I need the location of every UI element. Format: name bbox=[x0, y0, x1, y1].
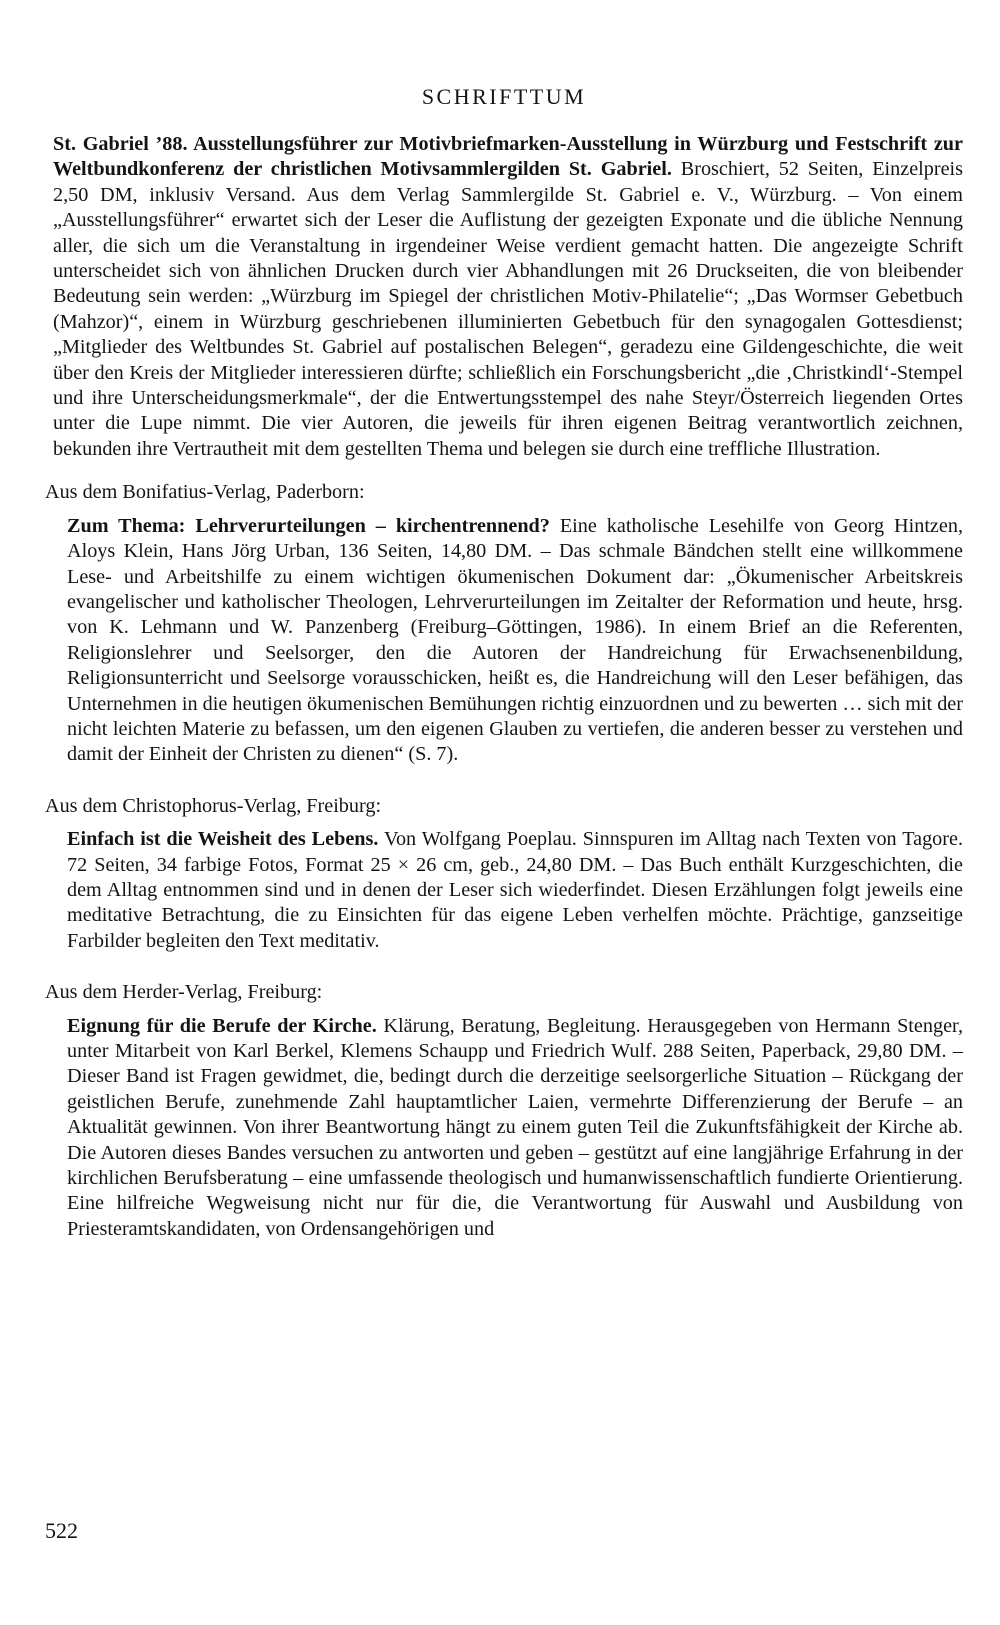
review-title: St. Gabriel ’88. Ausstellungsführer zur Motivbriefmarken-Ausstellung in Würzburg und Festschrift zur Weltbundkonferenz der christlichen Motivsammlergilden St. Gabriel. bbox=[53, 133, 963, 181]
review-title: Zum Thema: Lehrverurteilungen – kirchentrennend? bbox=[67, 514, 550, 537]
review-entry-eignung bbox=[45, 1014, 963, 1243]
review-body: Eine katholische Lesehilfe von Georg Hintzen, Aloys Klein, Hans Jörg Urban, 136 Seiten, 14,80 DM. – Das schmale Bändchen stellt eine willkommene Lese- und Arbeitshilfe zu einem wichtigen ökumenischen Dokument dar: „Ökumenischer Arbeitskreis evangelischer und katholischer Theologen, Lehrverurteilungen im Zeitalter der Reformation und heute, hrsg. von K. Lehmann und W. Panzenberg (Freiburg–Göttingen, 1986). In einem Brief an die Referenten, Religionslehrer und Seelsorger, den die Autoren der Handreichung für Erwachsenenbildung, Religionsunterricht und Seelsorge vorausschicken, heißt es, die Handreichung will den Leser befähigen, das Unternehmen in die heutigen ökumenischen Bemühungen richtig einzuordnen und zu bewerten … sich mit der nicht leichten Materie zu befassen, um den eigenen Glauben zu vertiefen, die anderen besser zu verstehen und damit der Einheit der Christen zu dienen“ (S. 7). bbox=[67, 514, 963, 766]
document-page bbox=[45, 84, 963, 1268]
review-body: Klärung, Beratung, Begleitung. Herausgegeben von Hermann Stenger, unter Mitarbeit von Karl Berkel, Klemens Schaupp und Friedrich Wulf. 288 Seiten, Paperback, 29,80 DM. – Dieser Band ist Fragen gewidmet, die, bedingt durch die derzeitige seelsorgerliche Situation – Rückgang der geistlichen Berufe, zunehmende Zahl hauptamtlicher Laien, vermehrte Differenzierung der Berufe – an Aktualität gewinnen. Von ihrer Beantwortung hängt zu einem guten Teil die Zukunftsfähigkeit der Kirche ab. Die Autoren dieses Bandes versuchen zu antworten und geben – gestützt auf eine langjährige Erfahrung in der kirchlichen Berufsberatung – eine umfassende theologisch und humanwissenschaftlich fundierte Orientierung. Eine hilfreiche Wegweisung nicht nur für die, die Verantwortung für Auswahl und Ausbildung von Priesteramtskandidaten, von Ordensangehörigen und bbox=[67, 1014, 963, 1240]
review-entry-lehrverurteilungen bbox=[45, 514, 963, 768]
publisher-heading-christophorus: Aus dem Christophorus-Verlag, Freiburg: bbox=[45, 794, 382, 817]
review-body: Broschiert, 52 Seiten, Einzelpreis 2,50 DM, inklusiv Versand. Aus dem Verlag Sammlergilde St. Gabriel e. V., Würzburg. – Von einem „Ausstellungsführer“ erwartet sich der Leser die Auflistung der gezeigten Exponate und die übliche Nennung aller, die sich um die Veranstaltung in irgendeiner Weise verdient gemacht hatten. Die angezeigte Schrift unterscheidet sich von ähnlichen Drucken durch vier Abhandlungen mit 26 Druckseiten, die von bleibender Bedeutung sein werden: „Würzburg im Spiegel der christlichen Motiv-Philatelie“; „Das Wormser Gebetbuch (Mahzor)“, einem in Würzburg geschriebenen illuminierten Gebetbuch für den synagogalen Gottesdienst; „Mitglieder des Weltbundes St. Gabriel auf postalischen Belegen“, geradezu eine Gildengeschichte, die weit über den Kreis der Mitglieder interessieren dürfte; schließlich ein Forschungsbericht „die ‚Christkindl‘-Stempel und ihre Unterscheidungsmerkmale“, der die Entwertungsstempel des nahe Steyr/Österreich liegenden Ortes unter die Lupe nimmt. Die vier Autoren, die jeweils für ihren eigenen Beitrag verantwortlich zeichnen, bekunden ihre Vertrautheit mit dem gestellten Thema und belegen sie durch eine treffliche Illustration. bbox=[53, 158, 964, 460]
publisher-heading-herder: Aus dem Herder-Verlag, Freiburg: bbox=[45, 981, 323, 1004]
review-body: Von Wolfgang Poeplau. Sinnspuren im Alltag nach Texten von Tagore. 72 Seiten, 34 farbige Fotos, Format 25 × 26 cm, geb., 24,80 DM. – Das Buch enthält Kurzgeschichten, die dem Alltag entnommen sind und in denen der Leser sich wiederfindet. Diesen Erzählungen folgt jeweils eine meditative Betrachtung, die zu Einsichten für das eigene Leben verhelfen möchte. Prächtige, ganzseitige Farbilder begleiten den Text meditativ. bbox=[67, 828, 964, 952]
publisher-heading-bonifatius: Aus dem Bonifatius-Verlag, Paderborn: bbox=[45, 481, 365, 504]
review-entry-st-gabriel bbox=[45, 132, 963, 462]
section-heading: SCHRIFTTUM bbox=[421, 84, 587, 109]
review-title: Einfach ist die Weisheit des Lebens. bbox=[67, 828, 379, 851]
page-number: 522 bbox=[45, 1518, 78, 1543]
review-title: Eignung für die Berufe der Kirche. bbox=[67, 1014, 377, 1037]
review-entry-weisheit bbox=[45, 827, 963, 954]
